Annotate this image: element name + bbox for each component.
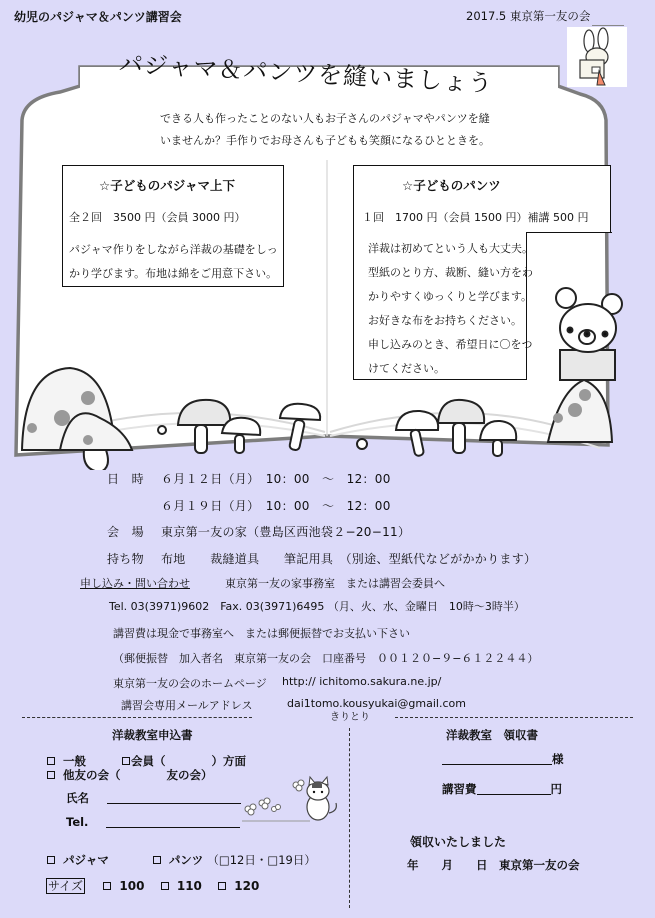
venue: 東京第一友の家（豊島区西池袋２−20−11） [161, 525, 411, 539]
course-desc-line: お好きな布をお持ちください。 [368, 314, 522, 327]
course-price: 全２回 3500 円（会員 3000 円） [69, 211, 246, 224]
other-club-checkbox[interactable] [47, 771, 55, 779]
pants-day-options[interactable]: （□12日・□19日） [207, 853, 316, 867]
cat-icon [300, 775, 340, 823]
name-label: 氏名 [66, 791, 89, 805]
course-desc-line: 型紙のとり方、裁断、縫い方をわ [368, 266, 533, 279]
course-desc-line: パジャマ作りをしながら洋裁の基礎をしっ [69, 243, 278, 256]
payment-note: 講習費は現金で事務室へ または郵便振替でお支払い下さい [113, 627, 410, 640]
tel-label: Tel. [66, 815, 89, 829]
size-100-label: 100 [119, 879, 145, 893]
course-desc-line: かり学びます。布地は綿をご用意下さい。 [69, 267, 278, 280]
name-field[interactable] [107, 792, 241, 804]
bring-items: 布地 裁縫道具 筆記用具 （別途、型紙代などがかかります） [161, 552, 537, 566]
course-desc-line: けてください。 [368, 362, 445, 375]
page-title: パジャマ＆パンツを縫いましょう [118, 49, 494, 98]
event-series-title: 幼児のパジャマ＆パンツ講習会 [14, 10, 182, 24]
date-organization: 2017.5 東京第一友の会 [466, 9, 591, 23]
pajama-label: パジャマ [63, 853, 109, 867]
course-price: １回 1700 円（会員 1500 円）補講 500 円 [362, 211, 589, 224]
contact: 東京第一友の家事務室 または講習会委員へ [225, 577, 445, 590]
cut-line-left-ext [22, 717, 252, 718]
other-club-label: 他友の会（ 友の会） [63, 768, 213, 782]
course-card-pants-body [353, 232, 533, 380]
pants-checkbox[interactable] [153, 856, 161, 864]
venue-label: 会 場 [107, 525, 144, 539]
vertical-cut-line [349, 728, 350, 908]
course-choice-row [47, 852, 316, 868]
bring-label: 持ち物 [107, 552, 144, 566]
contact-label: 申し込み・問い合わせ [80, 577, 190, 590]
yen-label: 円 [550, 782, 562, 796]
size-row [46, 877, 259, 894]
receipt-date-line: 年 月 日 東京第一友の会 [407, 858, 580, 872]
pants-label: パンツ [168, 853, 204, 867]
intro-line-2: いませんか？手作りでお母さんも子どもも笑顔になるひとときを。 [160, 134, 490, 147]
recipient-field[interactable] [442, 753, 552, 765]
course-card-pants [353, 165, 611, 233]
date-1: ６月１２日（月） 10：00 ～ 12：00 [161, 472, 391, 486]
intro-text [160, 108, 540, 152]
fee-label: 講習費 [442, 782, 477, 796]
size-110-checkbox[interactable] [161, 882, 169, 890]
name-row [66, 790, 241, 806]
pajama-checkbox[interactable] [47, 856, 55, 864]
email-label: 講習会専用メールアドレス [121, 699, 253, 712]
fee-row [442, 781, 562, 797]
date-label: 日 時 [107, 472, 144, 486]
receipt-title: 洋裁教室 領収書 [446, 728, 538, 742]
cut-label: きりとり [330, 712, 370, 723]
course-desc-line: かりやすくゆっくりと学びます。 [368, 290, 533, 303]
general-label: 一般 [63, 754, 86, 768]
general-checkbox[interactable] [47, 757, 55, 765]
tel-field[interactable] [106, 816, 240, 828]
sama-label: 様 [552, 752, 564, 766]
member-label: 会員（ ）方面 [131, 754, 247, 768]
size-100-checkbox[interactable] [103, 882, 111, 890]
postal-transfer: （郵便振替 加入者名 東京第一友の会 口座番号 ００１２０−９−６１２２４４） [113, 652, 539, 665]
size-120-checkbox[interactable] [218, 882, 226, 890]
course-desc-line: 申し込みのとき、希望日に〇をつ [368, 338, 533, 351]
recipient-row [442, 751, 564, 767]
size-120-label: 120 [234, 879, 260, 893]
date-2: ６月１９日（月） 10：00 ～ 12：00 [161, 499, 391, 513]
member-checkbox[interactable] [122, 757, 130, 765]
course-desc-line: 洋裁は初めてという人も大丈夫。 [368, 242, 533, 255]
homepage-label: 東京第一友の会のホームページ [113, 677, 267, 690]
tel-row [66, 815, 240, 829]
rabbit-icon [567, 27, 627, 87]
homepage-link[interactable]: http:// ichitomo.sakura.ne.jp/ [282, 675, 442, 688]
fee-field[interactable] [477, 783, 551, 795]
other-club-row [47, 767, 213, 783]
rabbit-sewing-illustration [567, 27, 627, 87]
course-title: ☆子どものパンツ [402, 178, 501, 193]
cut-line-right [395, 717, 633, 718]
tel-fax: Tel. 03(3971)9602 Fax. 03(3971)6495 （月、火、水、金曜日 10時～3時半） [109, 600, 525, 613]
application-title: 洋裁教室申込書 [112, 728, 193, 742]
card-edge [527, 232, 612, 233]
intro-line-1: できる人も作ったことのない人もお子さんのパジャマやパンツを縫 [160, 112, 490, 125]
course-title: ☆子どものパジャマ上下 [99, 178, 235, 193]
email-link[interactable]: dai1tomo.kousyukai@gmail.com [287, 697, 466, 710]
size-110-label: 110 [176, 879, 202, 893]
size-label: サイズ [48, 879, 84, 893]
course-card-pajama [62, 165, 284, 287]
received-text: 領収いたしました [410, 835, 507, 849]
